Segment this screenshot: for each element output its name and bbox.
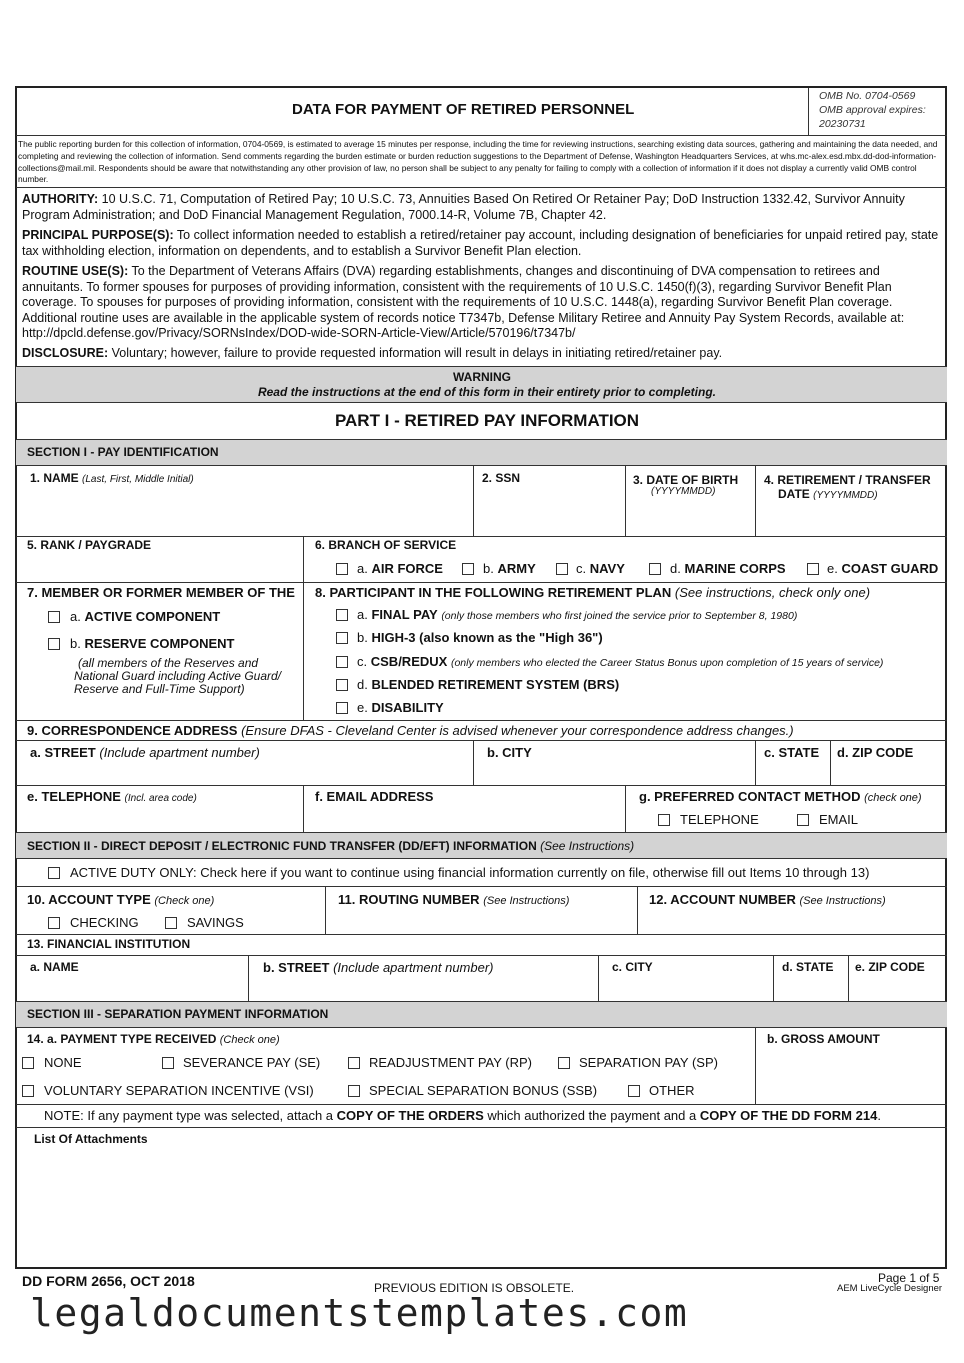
disclosure: DISCLOSURE: Voluntary; however, failure to provide requested information will result in delays in initiating retired/retainer pay. <box>22 346 723 360</box>
active-duty-checkbox[interactable] <box>48 867 60 879</box>
fi-name-label: a. NAME <box>30 960 79 974</box>
omb-expires-date: 20230731 <box>819 118 866 130</box>
payment-separation-checkbox[interactable] <box>558 1057 570 1069</box>
plan-final-pay-checkbox[interactable] <box>336 609 348 621</box>
branch-marine-corps-checkbox[interactable] <box>649 563 661 575</box>
contact-method-label: g. PREFERRED CONTACT METHOD (check one) <box>639 789 922 804</box>
street-label: a. STREET (Include apartment number) <box>30 745 260 760</box>
financial-institution-label: 13. FINANCIAL INSTITUTION <box>27 937 191 951</box>
branch-marine-corps: d. MARINE CORPS <box>670 561 786 576</box>
branch-coast-guard: e. COAST GUARD <box>827 561 939 576</box>
city-label: b. CITY <box>487 745 532 760</box>
plan-disability-checkbox[interactable] <box>336 702 348 714</box>
payment-ssb-checkbox[interactable] <box>348 1085 360 1097</box>
active-component: a. ACTIVE COMPONENT <box>70 609 221 624</box>
omb-expires-label: OMB approval expires: <box>819 104 926 116</box>
address-label: 9. CORRESPONDENCE ADDRESS (Ensure DFAS - Cleveland Center is advised whenever your correspondence address changes.) <box>27 723 794 738</box>
gross-amount-label: b. GROSS AMOUNT <box>767 1032 880 1046</box>
dob-hint: (YYYYMMDD) <box>651 486 716 497</box>
ssn-label: 2. SSN <box>482 471 521 485</box>
fi-zip-label: e. ZIP CODE <box>855 960 925 974</box>
warning-text: Read the instructions at the end of this form in their entirety prior to completing. <box>257 385 717 399</box>
telephone-label: e. TELEPHONE (Incl. area code) <box>27 789 197 804</box>
contact-email-checkbox[interactable] <box>797 814 809 826</box>
contact-telephone: TELEPHONE <box>680 812 759 827</box>
plan-brs: d. BLENDED RETIREMENT SYSTEM (BRS) <box>357 677 620 692</box>
reserve-component-checkbox[interactable] <box>48 638 60 650</box>
savings-option: SAVINGS <box>187 915 244 930</box>
contact-email: EMAIL <box>819 812 859 827</box>
section3-title: SECTION III - SEPARATION PAYMENT INFORMATION <box>27 1007 329 1021</box>
plan-csb-redux-checkbox[interactable] <box>336 656 348 668</box>
payment-severance-checkbox[interactable] <box>162 1057 174 1069</box>
zip-label: d. ZIP CODE <box>837 745 914 760</box>
branch-army-checkbox[interactable] <box>462 563 474 575</box>
member-label: 7. MEMBER OR FORMER MEMBER OF THE <box>27 585 295 600</box>
designer-credit: AEM LiveCycle Designer <box>837 1283 943 1294</box>
branch-air-force: a. AIR FORCE <box>357 561 443 576</box>
name-label: 1. NAME (Last, First, Middle Initial) <box>30 471 194 485</box>
plan-high3: b. HIGH-3 (also known as the "High 36") <box>357 630 603 645</box>
payment-severance: SEVERANCE PAY (SE) <box>183 1055 321 1070</box>
form-number: DD FORM 2656, OCT 2018 <box>22 1273 195 1289</box>
reserve-note-3: Reserve and Full-Time Support) <box>74 682 245 696</box>
branch-navy: c. NAVY <box>576 561 625 576</box>
previous-edition: PREVIOUS EDITION IS OBSOLETE. <box>374 1281 575 1295</box>
active-duty-text: ACTIVE DUTY ONLY: Check here if you want to continue using financial information currently on file, otherwise fill out Items 10 through 13) <box>70 865 870 880</box>
principal-purpose: PRINCIPAL PURPOSE(S): To collect information needed to establish a retired/retainer pay account, including designation of beneficiaries for unpaid retired pay, state tax withholding election, information on dependents, and to establish a Survivor Benefit Plan election. <box>22 228 939 258</box>
rank-label: 5. RANK / PAYGRADE <box>27 538 152 552</box>
branch-coast-guard-checkbox[interactable] <box>807 563 819 575</box>
warning-title: WARNING <box>453 370 511 384</box>
branch-navy-checkbox[interactable] <box>556 563 568 575</box>
checking-option: CHECKING <box>70 915 139 930</box>
retirement-date-label: 4. RETIREMENT / TRANSFER <box>764 473 931 487</box>
watermark: legaldocumentstemplates.com <box>30 1291 689 1335</box>
burden-statement: The public reporting burden for this collection of information, 0704-0569, is estimated to average 15 minutes per response, including the time for reviewing instructions, searching existing data sources, gathering and maintaining the data needed, and completing and reviewing the collection of information. Send comments regarding the burden estimate or burden reduction suggestions to the Department of Defense, Washington Headquarters Services, at whs.mc-alex.esd.mbx.dd-dod-information-collections@mail.mil. Respondents should be aware that notwithstanding any other provision of law, no person shall be subject to any penalty for failing to comply with a collection of information if it does not display a currently valid OMB control number. <box>18 139 938 185</box>
payment-separation: SEPARATION PAY (SP) <box>579 1055 718 1070</box>
attachments-label: List Of Attachments <box>34 1132 148 1146</box>
payment-ssb: SPECIAL SEPARATION BONUS (SSB) <box>369 1083 598 1098</box>
plan-brs-checkbox[interactable] <box>336 679 348 691</box>
part1-title: PART I - RETIRED PAY INFORMATION <box>334 411 640 430</box>
branch-label: 6. BRANCH OF SERVICE <box>315 538 457 552</box>
state-label: c. STATE <box>764 745 820 760</box>
reserve-component: b. RESERVE COMPONENT <box>70 636 235 651</box>
reserve-note-2: National Guard including Active Guard/ <box>74 669 281 683</box>
active-component-checkbox[interactable] <box>48 611 60 623</box>
section2-title: SECTION II - DIRECT DEPOSIT / ELECTRONIC FUND TRANSFER (DD/EFT) INFORMATION (See Instructions) <box>27 839 635 853</box>
omb-number: OMB No. 0704-0569 <box>819 90 916 102</box>
fi-city-label: c. CITY <box>612 960 653 974</box>
dob-label: 3. DATE OF BIRTH <box>633 473 739 487</box>
account-number-label: 12. ACCOUNT NUMBER (See Instructions) <box>649 892 886 907</box>
fi-state-label: d. STATE <box>782 960 834 974</box>
routine-uses: ROUTINE USE(S): To the Department of Veterans Affairs (DVA) regarding establishments, changes and discontinuing of DVA compensation to retirees and annuitants. To former spouses for purposes of providing information, consistent with the requirements of 10 U.S.C. 1450(f)(3), regarding Survivor Benefit Plan coverage. To spouses for purposes of providing information, consistent with the requirements of 10 U.S.C. 1448(a), regarding Survivor Benefit Plan coverage. Additional routine uses are available in the applicable system of records notice T7347b, Defense Military Retiree and Annuity Pay System Records, available at: http://dpcld.defense.gov/Privacy/SORNsIndex/DOD-wide-SORN-Article-View/Article/570196/t7347b/ <box>22 264 905 340</box>
form-title: DATA FOR PAYMENT OF RETIRED PERSONNEL <box>292 101 635 118</box>
branch-army: b. ARMY <box>483 561 536 576</box>
email-label: f. EMAIL ADDRESS <box>315 789 434 804</box>
branch-air-force-checkbox[interactable] <box>336 563 348 575</box>
retirement-date-label-2: DATE (YYYYMMDD) <box>778 487 878 501</box>
checking-checkbox[interactable] <box>48 917 60 929</box>
account-type-label: 10. ACCOUNT TYPE (Check one) <box>27 892 215 907</box>
plan-high3-checkbox[interactable] <box>336 632 348 644</box>
fi-street-label: b. STREET (Include apartment number) <box>263 960 494 975</box>
payment-type-label: 14. a. PAYMENT TYPE RECEIVED (Check one) <box>27 1032 280 1046</box>
payment-readjustment: READJUSTMENT PAY (RP) <box>369 1055 533 1070</box>
payment-other: OTHER <box>649 1083 695 1098</box>
reserve-note-1: (all members of the Reserves and <box>78 656 259 670</box>
authority: AUTHORITY: 10 U.S.C. 71, Computation of Retired Pay; 10 U.S.C. 73, Annuities Based On Retired Or Retainer Pay; DoD Instruction 1332.42, Survivor Annuity Program Administration; and DoD Financial Management Regulation, 7000.14-R, Volume 7B, Chapter 42. <box>22 192 905 222</box>
retirement-plan-label: 8. PARTICIPANT IN THE FOLLOWING RETIREMENT PLAN (See instructions, check only one) <box>315 585 871 600</box>
contact-telephone-checkbox[interactable] <box>658 814 670 826</box>
savings-checkbox[interactable] <box>165 917 177 929</box>
plan-final-pay: a. FINAL PAY (only those members who first joined the service prior to September 8, 1980) <box>357 607 798 622</box>
payment-none: NONE <box>44 1055 82 1070</box>
plan-csb-redux: c. CSB/REDUX (only members who elected the Career Status Bonus upon completion of 15 years of service) <box>357 654 884 669</box>
routing-number-label: 11. ROUTING NUMBER (See Instructions) <box>338 892 570 907</box>
attachment-note: NOTE: If any payment type was selected, attach a COPY OF THE ORDERS which authorized the payment and a COPY OF THE DD FORM 214. <box>44 1108 881 1123</box>
payment-vsi: VOLUNTARY SEPARATION INCENTIVE (VSI) <box>44 1083 314 1098</box>
payment-readjustment-checkbox[interactable] <box>348 1057 360 1069</box>
page-number: Page 1 of 5 <box>878 1271 940 1285</box>
payment-none-checkbox[interactable] <box>22 1057 34 1069</box>
plan-disability: e. DISABILITY <box>357 700 444 715</box>
payment-other-checkbox[interactable] <box>628 1085 640 1097</box>
section1-title: SECTION I - PAY IDENTIFICATION <box>27 445 219 459</box>
payment-vsi-checkbox[interactable] <box>22 1085 34 1097</box>
